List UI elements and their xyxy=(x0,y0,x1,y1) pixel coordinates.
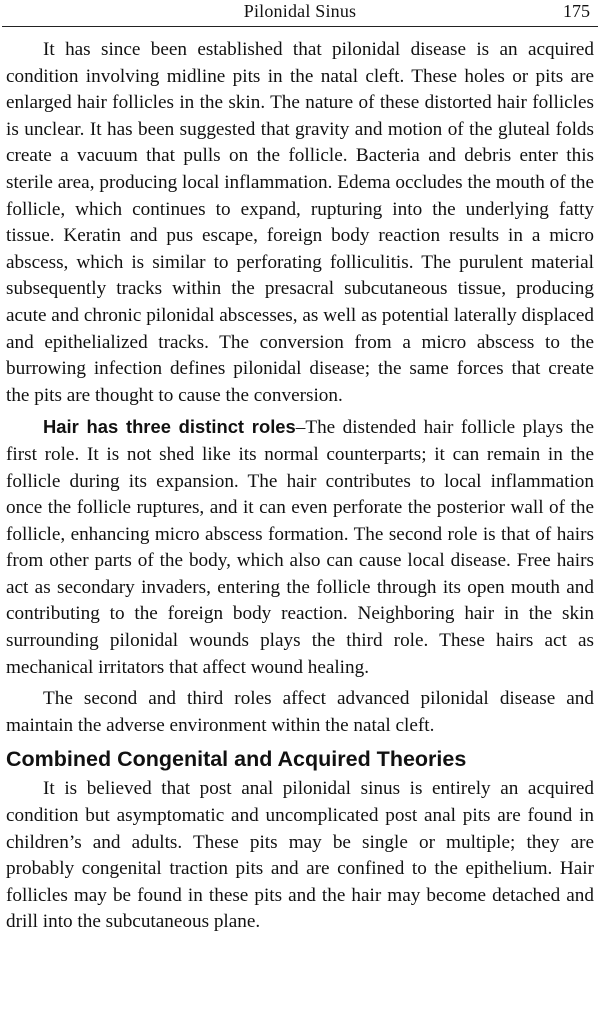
running-header xyxy=(2,0,598,27)
paragraph xyxy=(6,414,594,681)
paragraph-text: –The distended hair follicle plays the first role. It is not shed like its normal counterparts; it can remain in the follicle during its expansion. The hair contributes to local inflammation once the follicle ruptures, and it can even perforate the posterior wall of the follicle, enhancing micro abscess formation. The second role is that of hairs from other parts of the body, which also can cause local disease. Free hairs act as secondary invaders, entering the follicle through its open mouth and contributing to the foreign body reaction. Neighboring hair in the skin surrounding pilonidal wounds plays the third role. These hairs act as mechanical irritators that affect wound healing. xyxy=(6,417,594,678)
body-text xyxy=(6,37,594,936)
section-heading: Combined Congenital and Acquired Theories xyxy=(6,747,467,772)
paragraph: It has since been established that pilonidal disease is an acquired condition involving midline pits in the natal cleft. These holes or pits are enlarged hair follicles in the skin. The nature of these distorted hair follicles is unclear. It has been suggested that gravity and motion of the gluteal folds create a vacuum that pulls on the follicle. Bacteria and debris enter this sterile area, producing local inflammation. Edema occludes the mouth of the follicle, which continues to expand, rupturing into the underlying fatty tissue. Keratin and pus escape, foreign body reaction results in a micro abscess, which is similar to perforating folliculitis. The purulent material subsequently tracks within the presacral subcutaneous tissue, producing acute and chronic pilonidal abscesses, as well as potential laterally displaced and epithelialized tracks. The conversion from a micro abscess to the burrowing infection defines pilonidal disease; the same forces that create the pits are thought to cause the conversion. xyxy=(6,39,594,406)
page-number: 175 xyxy=(563,1,590,21)
paragraph: It is believed that post anal pilonidal sinus is entirely an acquired condition but asymptomatic and uncomplicated post anal pits are found in children’s and adults. These pits may be single or multiple; they are probably congenital traction pits and are confined to the epithelium. Hair follicles may be found in these pits and the hair may become detached and drill into the subcutaneous plane. xyxy=(6,778,594,933)
run-in-heading: Hair has three distinct roles xyxy=(43,416,296,438)
running-title: Pilonidal Sinus xyxy=(243,1,357,21)
paragraph: The second and third roles affect advanced pilonidal disease and maintain the adverse environment within the natal cleft. xyxy=(6,688,594,736)
